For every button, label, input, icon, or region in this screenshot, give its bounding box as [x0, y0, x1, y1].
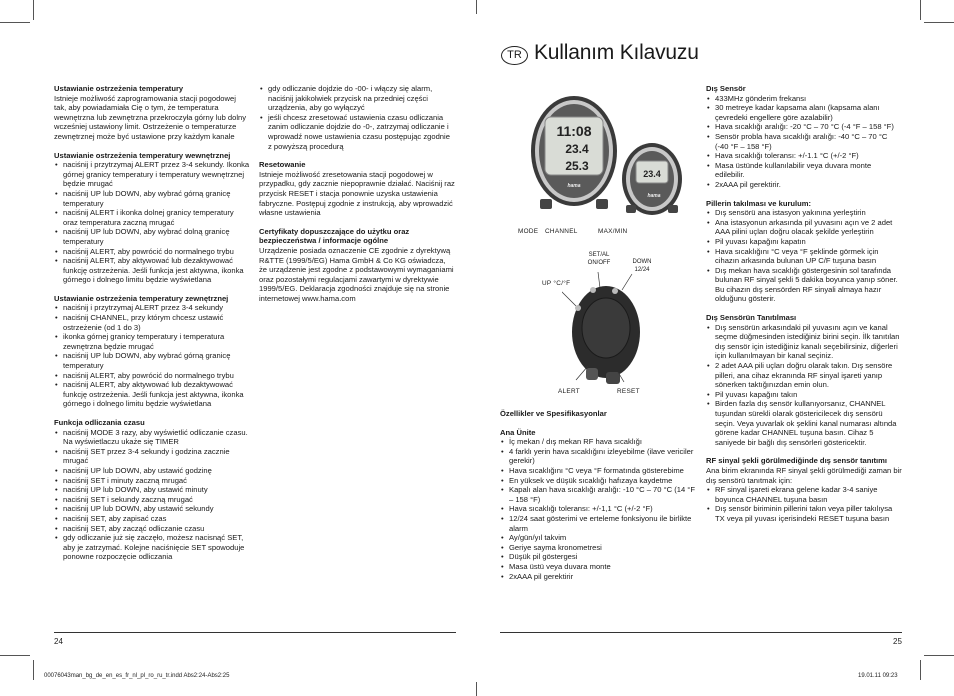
remote-display: 23.4 — [643, 169, 661, 179]
list-item: • Ay/gün/yıl takvim — [500, 533, 700, 543]
section-heading: Ana Ünite — [500, 427, 536, 437]
list-item: • naciśnij MODE 3 razy, aby wyświetlić odliczanie czasu. Na wyświetlaczu ukaże się TIMER — [54, 428, 250, 447]
list-item: • Hava sıcaklığını °C veya °F şeklinde görmek için cihazın arkasında bulunan UP C/F tuşuna basın — [706, 247, 902, 266]
list-item: • naciśnij UP lub DOWN, aby wybrać górną granicę temperatury — [54, 351, 250, 370]
list-item: • 2 adet AAA pili uçları doğru olarak takın. Dış sensöre pilleri, ana cihaz ekranında RF sinyal işareti yanıp sönerken taktığınızdan emin olun. — [706, 361, 902, 390]
section-heading: RF sinyal şekli görülmediğinde dış sensör tanıtımı — [706, 456, 888, 466]
section-heading: Dış Sensörün Tanıtılması — [706, 313, 797, 323]
display-seg1: 23.4 — [565, 142, 589, 156]
list-item: • naciśnij SET przez 3-4 sekundy i godzina zacznie mrugać — [54, 447, 250, 466]
list-item: • naciśnij UP lub DOWN, aby ustawić sekundy — [54, 504, 250, 514]
list-item: • naciśnij i przytrzymaj ALERT przez 3-4 sekundy — [54, 303, 250, 313]
list-item: • Hava sıcaklığı toleransı: +/-1,1 °C (+/-2 °F) — [500, 504, 700, 514]
label-reset: RESET — [617, 388, 640, 395]
weather-station-front-figure — [528, 91, 688, 223]
label-set-al: SET/AL ON/OFF — [587, 252, 611, 266]
list-item: • Geriye sayma kronometresi — [500, 543, 700, 553]
bullet-list — [54, 160, 250, 285]
list-item: • Düşük pil göstergesi — [500, 552, 700, 562]
section-paragraph: Ana birim ekranında RF sinyal şekli görülmediği zaman bir dış sensörü tanıtmak için: — [706, 465, 902, 485]
list-item: • Pil yuvası kapağını kapatın — [706, 237, 902, 247]
list-item: • naciśnij SET i minuty zaczną mrugać — [54, 476, 250, 486]
list-item: • naciśnij UP lub DOWN, aby ustawić godzinę — [54, 466, 250, 476]
bullet-list — [706, 94, 902, 190]
list-item: • Hava sıcaklığını °C veya °F formatında gösterebime — [500, 466, 700, 476]
list-item: • 2xAAA pil gerektirir. — [706, 180, 902, 190]
list-item: • RF sinyal işareti ekrana gelene kadar 3-4 saniye boyunca CHANNEL tuşuna basın — [706, 485, 902, 504]
list-item: • En yüksek ve düşük sıcaklığı hafızaya kaydetme — [500, 476, 700, 486]
list-item: • Ana istasyonun arkasında pil yuvasını açın ve 2 adet AAA pilini uçları doğru olacak şekilde yerleştirin — [706, 218, 902, 237]
list-item: • naciśnij ALERT, aby powrócić do normalnego trybu — [54, 371, 250, 381]
list-item: • naciśnij i przytrzymaj ALERT przez 3-4 sekundy. Ikonka górnej granicy temperatury i temperatury wewnętrznej będzie mrugać — [54, 160, 250, 189]
list-item: • İç mekan / dış mekan RF hava sıcaklığı — [500, 437, 700, 447]
list-item: • naciśnij SET, aby zapisać czas — [54, 514, 250, 524]
list-item: • 12/24 saat gösterimi ve erteleme fonksiyonu ile birlikte alarm — [500, 514, 700, 533]
list-item: • naciśnij SET, aby zacząć odliczanie czasu — [54, 524, 250, 534]
display-time: 11:08 — [556, 123, 592, 139]
section-paragraph: Istnieje możliwość zaprogramowania stacji pogodowej tak, aby powiadamiała Cię o tym, że temperatura wewnętrzna lub zewnętrzna przekroczyła górny lub dolny wcześniej ustawiony limit. Ostrzeżenie o temperaturze zewnętrznej może być ustawione przy każdym kanale — [54, 93, 247, 141]
bullet-list — [706, 323, 902, 448]
label-alert: ALERT — [558, 388, 580, 395]
section-heading: Dış Sensör — [706, 84, 746, 93]
list-item: • ikonka górnej granicy temperatury i temperatura zewnętrzna będzie mrugać — [54, 332, 250, 351]
list-item: • 4 farklı yerin hava sıcaklığını izleyebilme (ilave vericiler gerekir) — [500, 447, 700, 466]
list-item: • Hava sıcaklığı aralığı: -20 °C – 70 °C (-4 °F – 158 °F) — [706, 122, 902, 132]
list-item: • Sensör probla hava sıcaklığı aralığı: -40 °C – 70 °C (-40 °F – 158 °F) — [706, 132, 902, 151]
section-heading: Özellikler ve Spesifikasyonlar — [500, 409, 607, 418]
right-page-column-1 — [500, 409, 700, 581]
display-seg2: 25.3 — [565, 159, 589, 173]
list-item: • Dış sensörün arkasındaki pil yuvasını açın ve kanal seçme düğmesinden istediğiniz birini seçin. İlk tanıtılan dış sensör için istediğiniz kanalı seçebilirsiniz, diğerleri için kullanılmayan bir kanal seçiniz. — [706, 323, 902, 361]
section-heading: Ustawianie ostrzeżenia temperatury wewnętrznej — [54, 150, 231, 160]
label-up-cf: UP °C/°F — [542, 280, 571, 287]
list-item: • Dış sensörü ana istasyon yakınına yerleştirin — [706, 208, 902, 218]
list-item: • naciśnij ALERT, aby aktywować lub dezaktywować funkcję ostrzeżenia. Jeśli funkcja jest aktywna, ikonka górnego i dolnego limitu będzie wyświetlana — [54, 256, 250, 285]
brand-logo: hama — [567, 183, 581, 189]
list-item: • 433MHz gönderim frekansı — [706, 94, 902, 104]
bullet-list — [706, 208, 902, 304]
label-down: DOWN 12/24 — [632, 259, 652, 273]
list-item: • Dış sensör biriminin pillerini takın veya piller takılıysa TX veya pil yuvası içerisindeki RESET tuşuna basın — [706, 504, 902, 523]
section-heading: Resetowanie — [259, 160, 306, 170]
list-item: • Hava sıcaklığı toleransı: +/-1.1 °C (+/-2 °F) — [706, 151, 902, 161]
list-item: • naciśnij ALERT i ikonka dolnej granicy temperatury oraz temperatura zaczną mrugać — [54, 208, 250, 227]
left-page-rule — [54, 632, 456, 633]
print-file-info: 00076043man_bg_de_en_es_fr_nl_pl_ro_ru_tr.indd Abs2:24-Abs2:25 — [44, 673, 230, 679]
label-mode: MODE — [518, 228, 539, 235]
list-item: • naciśnij UP lub DOWN, aby wybrać górną granicę temperatury — [54, 189, 250, 208]
list-item: • 2xAAA pil gerektirir — [500, 572, 700, 582]
left-page-column-2 — [259, 84, 455, 303]
list-item: • Dış mekan hava sıcaklığı göstergesinin sol tarafında bulunan RF sinyal şekli 5 dakika boyunca yanıp söner. Bu cihazın dış sensörden RF sinyali almaya hazır olduğunu gösterir. — [706, 266, 902, 304]
page-number-right: 25 — [893, 637, 902, 646]
list-item: • Masa üstü veya duvara monte — [500, 562, 700, 572]
bullet-list — [500, 437, 700, 581]
section-heading: Certyfikaty dopuszczające do użytku oraz bezpieczeństwa / informacje ogólne — [259, 226, 410, 246]
list-item: • naciśnij UP lub DOWN, aby ustawić minuty — [54, 485, 250, 495]
section-heading: Pillerin takılması ve kurulum: — [706, 198, 812, 208]
bullet-list — [259, 84, 455, 151]
section-heading: Ustawianie ostrzeżenia temperatury zewnętrznej — [54, 293, 229, 303]
list-item: • Pil yuvası kapağını takın — [706, 390, 902, 400]
list-item: • naciśnij CHANNEL, przy którym chcesz ustawić ostrzeżenie (od 1 do 3) — [54, 313, 250, 332]
page-number-left: 24 — [54, 637, 63, 646]
list-item: • jeśli chcesz zresetować ustawienia czasu odliczania zanim odliczanie dojdzie do -0-, zatrzymaj odliczanie i wprowadź nowe ustawienia czasu postępując zgodnie z powyższą procedurą — [259, 113, 455, 151]
print-date: 19.01.11 09:23 — [858, 673, 898, 679]
remote-brand-logo: hama — [647, 193, 661, 199]
right-page-rule — [500, 632, 902, 633]
list-item: • gdy odliczanie już się zaczęło, możesz nacisnąć SET, aby je zatrzymać. Kolejne naciśnięcie SET spowoduje ponowne rozpoczęcie odliczania — [54, 533, 250, 562]
right-page-column-2 — [706, 84, 902, 524]
bullet-list — [54, 428, 250, 562]
list-item: • naciśnij SET i sekundy zaczną mrugać — [54, 495, 250, 505]
list-item: • 30 metreye kadar kapsama alanı (kapsama alanı çevredeki engellere göre azalabilir) — [706, 103, 902, 122]
list-item: • Birden fazla dış sensör kullanıyorsanız, CHANNEL tuşundan sürekli olarak göstericilecek dış sensörü seçin. Veya yuvarlak ok şeklini kanal numarası altında görene kadar CHANNEL tuşuna basın. Cihaz 5 saniyede bir bağlı dış sensörleri göstericektir. — [706, 399, 902, 447]
list-item: • Masa üstünde kullanılabilir veya duvara monte edilebilir. — [706, 161, 902, 180]
label-channel: CHANNEL — [545, 228, 578, 235]
list-item: • naciśnij ALERT, aby powrócić do normalnego trybu — [54, 247, 250, 257]
section-paragraph: Istnieje możliwość zresetowania stacji pogodowej w przypadku, gdy zacznie niepoprawnie działać. Naciśnij raz przycisk RESET i stacja ponownie uzyska ustawienia fabryczne. Postępuj zgodnie z instrukcją, aby wprowadzić własne ustawienia — [259, 169, 455, 218]
list-item: • gdy odliczanie dojdzie do -00- i włączy się alarm, naciśnij jakikolwiek przycisk na przedniej części urządzenia, aby go wyłączyć — [259, 84, 455, 113]
bullet-list — [54, 303, 250, 409]
section-heading: Ustawianie ostrzeżenia temperatury — [54, 84, 184, 93]
list-item: • Kapalı alan hava sıcaklığı aralığı: -10 °C – 70 °C (14 °F – 158 °F) — [500, 485, 700, 504]
section-paragraph: Urządzenie posiada oznaczenie CE zgodnie z dyrektywą R&TTE (1999/5/EG) Hama GmbH & Co KG oświadcza, że urządzenie jest zgodne z podstawowymi wymaganiami oraz pozostałymi regulacjami zawartymi w dyrektywie 1999/5/EG. Deklaracja zgodności znajduje się na stronie internetowej www.hama.com — [259, 245, 454, 303]
list-item: • naciśnij UP lub DOWN, aby wybrać dolną granicę temperatury — [54, 227, 250, 246]
section-heading: Funkcja odliczania czasu — [54, 418, 145, 427]
label-max-min: MAX/MIN — [598, 228, 628, 235]
weather-station-back-figure — [562, 262, 650, 390]
list-item: • naciśnij ALERT, aby aktywować lub dezaktywować funkcję ostrzeżenia. Jeśli funkcja jest aktywna, ikonka górnego i dolnego limitu będzie wyświetlana — [54, 380, 250, 409]
bullet-list — [706, 485, 902, 523]
left-page-column-1 — [54, 84, 250, 562]
language-badge: TR — [501, 46, 528, 65]
page-title: Kullanım Kılavuzu — [534, 41, 699, 64]
